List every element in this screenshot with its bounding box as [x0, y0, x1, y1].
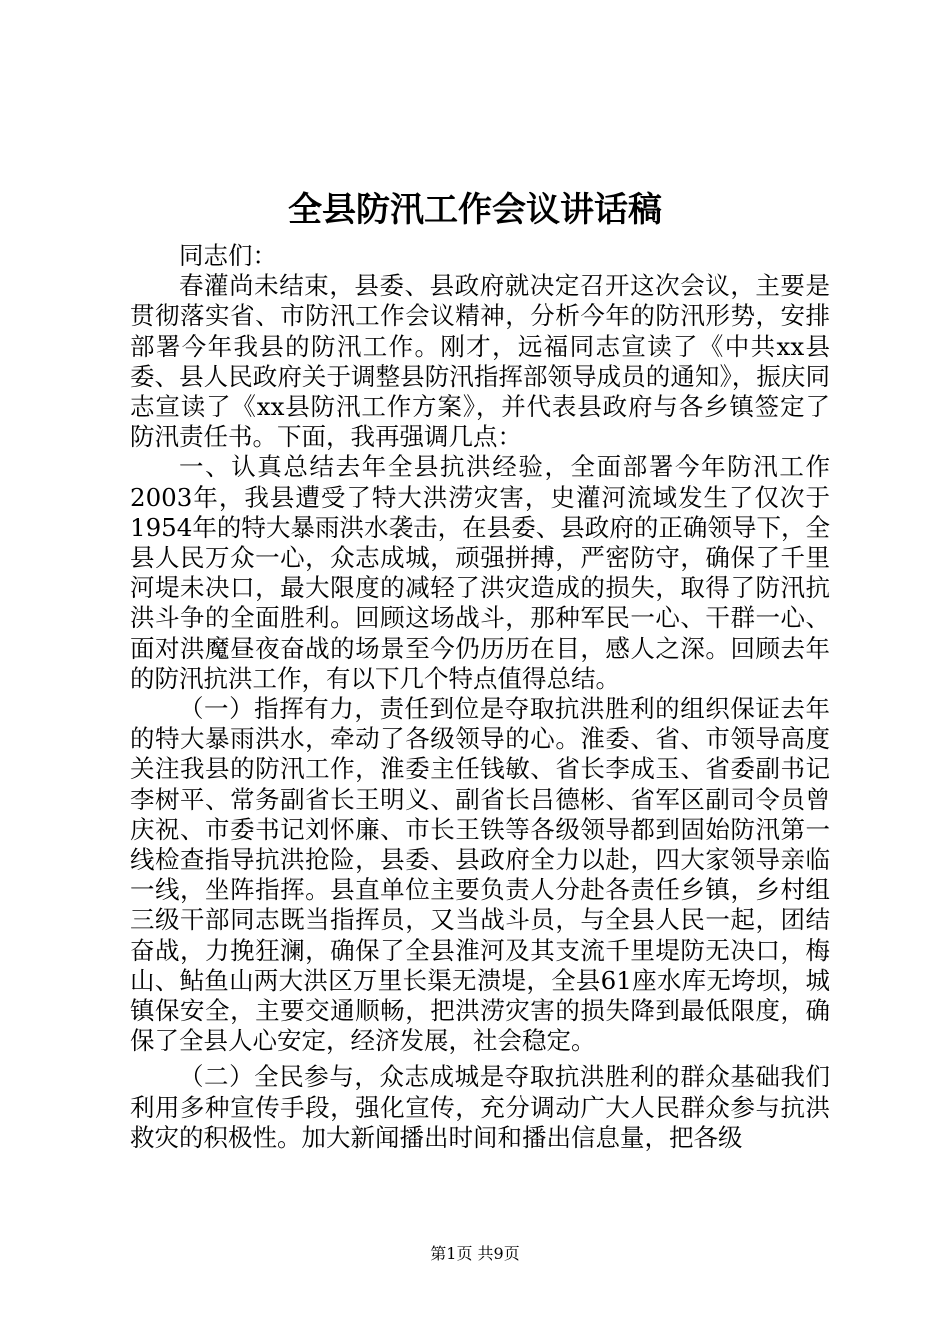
- document-body: [130, 241, 830, 1153]
- salutation-paragraph: 同志们：: [179, 241, 277, 270]
- section-one-paragraph: 一、认真总结去年全县抗洪经验，全面部署今年防汛工作2003年，我县遭受了特大洪涝灾害，史灌河流域发生了仅次于1954年的特大暴雨洪水袭击，在县委、县政府的正确领导下，全县人民万众一心，众志成城，顽强拼搏，严密防守，确保了千里河堤未决口，最大限度的减轻了洪灾造成的损失，取得了防汛抗洪斗争的全面胜利。回顾这场战斗，那种军民一心、干群一心、面对洪魔昼夜奋战的场景至今仍历历在目，感人之深。回顾去年的防汛抗洪工作，有以下几个特点值得总结。: [130, 452, 830, 693]
- intro-paragraph: 春灌尚未结束，县委、县政府就决定召开这次会议，主要是贯彻落实省、市防汛工作会议精神，分析今年的防汛形势，安排部署今年我县的防汛工作。刚才，远福同志宣读了《中共xx县委、县人民政府关于调整县防汛指挥部领导成员的通知》，振庆同志宣读了《xx县防汛工作方案》，并代表县政府与各乡镇签定了防汛责任书。下面，我再强调几点：: [130, 271, 830, 452]
- subsection-one-paragraph: （一）指挥有力，责任到位是夺取抗洪胜利的组织保证去年的特大暴雨洪水，牵动了各级领导的心。淮委、省、市领导高度关注我县的防汛工作，淮委主任钱敏、省长李成玉、省委副书记李树平、常务副省长王明义、副省长吕德彬、省军区副司令员曾庆祝、市委书记刘怀廉、市长王铁等各级领导都到固始防汛第一线检查指导抗洪抢险，县委、县政府全力以赴，四大家领导亲临一线，坐阵指挥。县直单位主要负责人分赴各责任乡镇，乡村组三级干部同志既当指挥员，又当战斗员，与全县人民一起，团结奋战，力挽狂澜，确保了全县淮河及其支流千里堤防无决口，梅山、鲇鱼山两大洪区万里长渠无溃堤，全县61座水库无垮坝，城镇保安全，主要交通顺畅，把洪涝灾害的损失降到最低限度，确保了全县人心安定，经济发展，社会稳定。: [130, 694, 830, 1056]
- subsection-two-paragraph: （二）全民参与，众志成城是夺取抗洪胜利的群众基础我们利用多种宣传手段，强化宣传，充分调动广大人民群众参与抗洪救灾的积极性。加大新闻播出时间和播出信息量，把各级: [130, 1062, 830, 1152]
- document-title: 全县防汛工作会议讲话稿: [288, 190, 662, 230]
- page-number-footer: 第1页 共9页: [430, 1244, 520, 1263]
